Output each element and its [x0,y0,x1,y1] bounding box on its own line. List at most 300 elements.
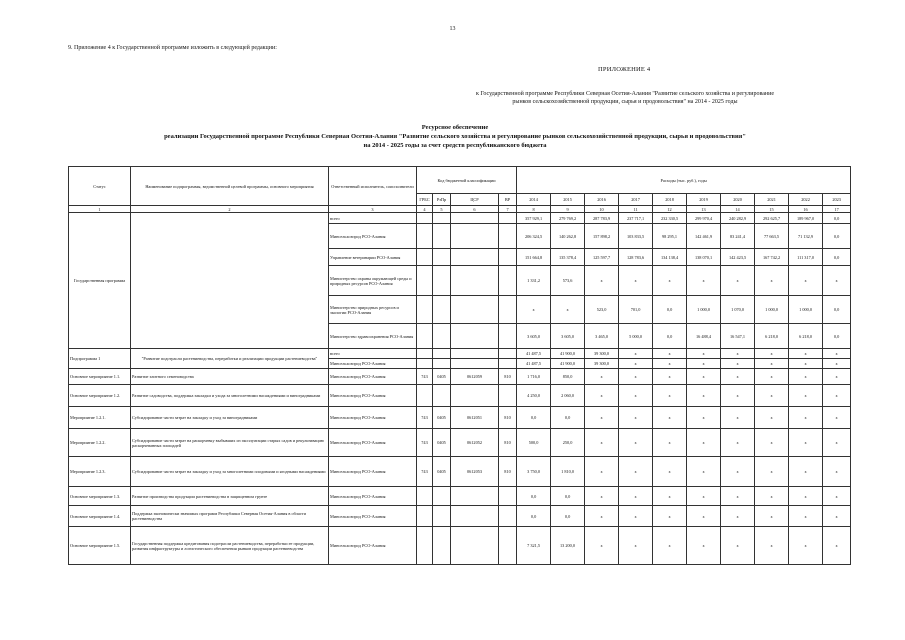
value-cell: x [789,359,823,369]
code-cell [499,224,517,249]
value-cell: x [823,385,851,407]
value-cell: x [653,527,687,565]
value-cell: 2 060,0 [551,385,585,407]
value-cell: x [687,359,721,369]
row-status: Подпрограмма 1 [69,349,131,369]
code-rzpr [433,385,451,407]
value-cell: x [721,266,755,296]
value-cell: x [687,429,721,457]
code-cell [451,296,499,324]
value-cell: 138 070,1 [687,249,721,266]
value-cell: x [585,266,619,296]
value-cell: x [823,349,851,359]
value-cell: 1 716,0 [517,369,551,385]
value-cell: x [721,506,755,527]
code-cell [433,249,451,266]
code-cell [451,324,499,349]
row-name: Поддержка экономически значимых программ Республики Северная Осетия-Алания в области растениеводства [131,506,329,527]
value-cell: 41 900,0 [551,349,585,359]
header-name: Наименование подпрограммы, ведомственной целевой программы, основного мероприятия [131,167,329,206]
code-rzpr [433,487,451,506]
value-cell: x [687,369,721,385]
column-number: 11 [619,206,653,213]
value-cell: 237 717,1 [619,213,653,224]
value-cell: x [823,487,851,506]
value-cell: 3 605,0 [551,324,585,349]
value-cell: 1 000,0 [789,296,823,324]
value-cell: 41 487,5 [517,349,551,359]
code-csr [451,487,499,506]
value-cell: x [755,369,789,385]
value-cell: x [721,527,755,565]
table-row [69,407,851,429]
value-cell: 3 605,0 [517,324,551,349]
value-cell: x [653,359,687,369]
column-number: 17 [823,206,851,213]
code-vr: 810 [499,457,517,487]
value-cell: x [619,385,653,407]
value-cell: 850,0 [551,369,585,385]
value-cell: 83 241,4 [721,224,755,249]
value-cell: 0,0 [517,487,551,506]
value-cell: x [653,266,687,296]
value-cell: x [687,385,721,407]
value-cell: x [619,369,653,385]
code-cell [433,266,451,296]
code-cell [499,324,517,349]
value-cell: x [823,359,851,369]
code-grbs [417,527,433,565]
code-cell [499,296,517,324]
code-csr: 0612059 [451,369,499,385]
value-cell: 500,0 [517,429,551,457]
value-cell: 98 295,1 [653,224,687,249]
table-row [69,506,851,527]
value-cell: 41 487,5 [517,359,551,369]
row-executor: Министерство здравоохранения РСО-Алания [329,324,417,349]
table-row [69,349,851,359]
code-cell [417,296,433,324]
code-csr: 0612053 [451,457,499,487]
code-cell [451,224,499,249]
value-cell: 573,6 [551,266,585,296]
header-year: 2014 [517,194,551,206]
value-cell: x [721,385,755,407]
code-cell [451,359,499,369]
header-year: 2016 [585,194,619,206]
column-number: 2 [131,206,329,213]
value-cell: 134 138,4 [653,249,687,266]
value-cell: 357 929,1 [517,213,551,224]
value-cell: x [721,349,755,359]
value-cell: 287 783,9 [585,213,619,224]
reference-line: к Государственной программе Республики Северная Осетия-Алания "Развитие сельского хозяйства и регулирование [476,91,774,97]
code-rzpr: 0405 [433,457,451,487]
value-cell: x [619,527,653,565]
row-status: Основное мероприятие 1.2. [69,385,131,407]
code-cell [451,213,499,224]
code-cell [417,349,433,359]
code-cell [499,266,517,296]
row-name: Субсидирование части затрат на закладку и уход за многолетними плодовыми и ягодными насаждениями [131,457,329,487]
value-cell: x [619,349,653,359]
value-cell: x [653,407,687,429]
value-cell: x [721,429,755,457]
value-cell: x [721,369,755,385]
row-executor: Министерство охраны окружающей среды и природных ресурсов РСО-Алания [329,266,417,296]
code-grbs: 743 [417,457,433,487]
row-name: Субсидирование части затрат на закладку и уход за виноградниками [131,407,329,429]
value-cell: 39 300,0 [585,359,619,369]
value-cell: 6 218,0 [755,324,789,349]
column-number: 12 [653,206,687,213]
value-cell: 167 742,2 [755,249,789,266]
column-number: 3 [329,206,417,213]
row-executor: Минсельхозпрод РСО-Алания [329,506,417,527]
code-cell [433,224,451,249]
appendix-reference [405,90,845,106]
code-cell [499,359,517,369]
code-rzpr [433,506,451,527]
value-cell: x [823,506,851,527]
code-csr [451,506,499,527]
table-row [69,369,851,385]
header-vr: ВР [499,194,517,206]
value-cell: x [619,457,653,487]
code-rzpr: 0405 [433,369,451,385]
code-grbs [417,506,433,527]
value-cell: 1 070,0 [721,296,755,324]
row-executor: всего [329,213,417,224]
code-vr [499,506,517,527]
table-row [69,527,851,565]
value-cell: x [789,369,823,385]
value-cell: x [687,266,721,296]
row-status: Основное мероприятие 1.5. [69,527,131,565]
value-cell: x [789,527,823,565]
column-number: 14 [721,206,755,213]
value-cell: 0,0 [653,296,687,324]
value-cell: x [517,296,551,324]
code-grbs [417,385,433,407]
value-cell: x [823,407,851,429]
value-cell: x [823,527,851,565]
header-year: 2020 [721,194,755,206]
row-executor: Минсельхозпрод РСО-Алания [329,429,417,457]
value-cell: x [755,527,789,565]
value-cell: x [789,457,823,487]
value-cell: x [653,487,687,506]
code-cell [451,349,499,359]
value-cell: x [721,407,755,429]
value-cell: x [789,407,823,429]
header-year: 2022 [789,194,823,206]
column-number: 4 [417,206,433,213]
code-cell [417,266,433,296]
document-title [40,123,870,150]
value-cell: 279 769,2 [551,213,585,224]
code-rzpr [433,527,451,565]
value-cell: 111 317,0 [789,249,823,266]
code-vr: 810 [499,407,517,429]
value-cell: 157 898,2 [585,224,619,249]
header-year: 2018 [653,194,687,206]
value-cell: x [755,487,789,506]
value-cell: x [823,266,851,296]
row-executor: Минсельхозпрод РСО-Алания [329,385,417,407]
value-cell: x [619,407,653,429]
value-cell: 103 833,5 [619,224,653,249]
table-row [69,213,851,224]
value-cell: x [823,457,851,487]
value-cell: 5 000,0 [619,324,653,349]
column-number: 9 [551,206,585,213]
column-number: 10 [585,206,619,213]
value-cell: x [653,385,687,407]
code-vr [499,385,517,407]
value-cell: x [585,407,619,429]
code-csr [451,527,499,565]
code-vr [499,487,517,506]
row-name: Развитие элитного семеноводства [131,369,329,385]
row-name [131,213,329,349]
row-status: Мероприятие 1.2.1. [69,407,131,429]
row-name: Субсидирование части затрат на раскорчевку выбывших из эксплуатации старых садов и рекультивацию раскорчеванных площадей [131,429,329,457]
code-rzpr: 0405 [433,429,451,457]
row-status: Мероприятие 1.2.3. [69,457,131,487]
value-cell: x [687,407,721,429]
header-expenses: Расходы (тыс. руб.), годы [517,167,851,194]
value-cell: 13 200,0 [551,527,585,565]
value-cell: x [585,527,619,565]
value-cell: x [619,266,653,296]
value-cell: 206 324,5 [517,224,551,249]
row-executor: Минсельхозпрод РСО-Алания [329,224,417,249]
value-cell: x [755,266,789,296]
row-name: Развитие садоводства, поддержка закладки и ухода за многолетними насаждениями и виноградниками [131,385,329,407]
value-cell: 240 282,9 [721,213,755,224]
value-cell: 0,0 [823,296,851,324]
value-cell: 232 330,5 [653,213,687,224]
code-cell [433,324,451,349]
code-csr: 0612051 [451,407,499,429]
value-cell: x [755,349,789,359]
value-cell: 0,0 [823,213,851,224]
value-cell: 16 488,4 [687,324,721,349]
code-grbs: 743 [417,407,433,429]
value-cell: x [721,487,755,506]
value-cell: 3 750,0 [517,457,551,487]
code-cell [417,249,433,266]
value-cell: 135 378,4 [551,249,585,266]
code-cell [433,213,451,224]
value-cell: x [789,385,823,407]
title-line: Ресурсное обеспечение [421,124,489,131]
value-cell: 701,0 [619,296,653,324]
value-cell: x [789,429,823,457]
row-executor: Минсельхозпрод РСО-Алания [329,527,417,565]
value-cell: x [653,429,687,457]
title-line: на 2014 - 2025 годы за счет средств республиканского бюджета [363,142,547,149]
value-cell: 7 321,5 [517,527,551,565]
table-row [69,429,851,457]
value-cell: 0,0 [551,487,585,506]
code-grbs: 743 [417,369,433,385]
value-cell: x [755,429,789,457]
value-cell: x [755,359,789,369]
header-year: 2019 [687,194,721,206]
code-cell [451,249,499,266]
column-number: 16 [789,206,823,213]
title-line: реализации Государственной программе Республики Северная Осетия-Алания "Развитие сельского хозяйства и регулирование рынков сельскохозяйственной продукции, сырья и продовольствия" [164,133,746,140]
value-cell: x [653,349,687,359]
row-executor: Минсельхозпрод РСО-Алания [329,407,417,429]
value-cell: 0,0 [551,407,585,429]
code-cell [417,224,433,249]
row-executor: Минсельхозпрод РСО-Алания [329,369,417,385]
value-cell: x [653,506,687,527]
row-name: "Развитие подотрасли растениеводства, переработки и реализации продукции растениеводства" [131,349,329,369]
value-cell: 39 300,0 [585,349,619,359]
value-cell: x [653,369,687,385]
value-cell: 523,0 [585,296,619,324]
value-cell: 142 423,5 [721,249,755,266]
value-cell: x [721,457,755,487]
row-executor: Минсельхозпрод РСО-Алания [329,359,417,369]
appendix-label: ПРИЛОЖЕНИЕ 4 [598,66,651,73]
row-name: Государственная поддержка кредитования подотрасли растениеводства, переработки ее продукции, развития инфраструктуры и логистического обеспечения рынков продукции растениеводства [131,527,329,565]
code-cell [417,359,433,369]
code-cell [451,266,499,296]
code-cell [499,249,517,266]
value-cell: x [619,487,653,506]
value-cell: 4 250,0 [517,385,551,407]
row-executor: всего [329,349,417,359]
code-cell [499,213,517,224]
code-csr: 0612052 [451,429,499,457]
value-cell: 0,0 [653,324,687,349]
value-cell: 250,0 [551,429,585,457]
column-number: 7 [499,206,517,213]
value-cell: 140 262,8 [551,224,585,249]
code-csr [451,385,499,407]
value-cell: x [789,506,823,527]
value-cell: x [823,369,851,385]
header-year: 2015 [551,194,585,206]
value-cell: x [585,385,619,407]
column-number: 5 [433,206,451,213]
value-cell: 142 461,9 [687,224,721,249]
value-cell: x [585,457,619,487]
table-row [69,385,851,407]
value-cell: 1 810,0 [551,457,585,487]
header-codes: Код бюджетной классификации [417,167,517,194]
value-cell: x [687,506,721,527]
value-cell: 0,0 [823,224,851,249]
intro-text: 9. Приложение 4 к Государственной программе изложить в следующей редакции: [68,45,277,51]
code-cell [499,349,517,359]
value-cell: 1 000,0 [755,296,789,324]
column-number: 13 [687,206,721,213]
value-cell: 292 625,7 [755,213,789,224]
table-row [69,487,851,506]
row-executor: Минсельхозпрод РСО-Алания [329,457,417,487]
value-cell: x [687,349,721,359]
code-cell [433,349,451,359]
value-cell: x [721,359,755,369]
code-cell [433,359,451,369]
header-rzpr: РзПр [433,194,451,206]
value-cell: 125 597,7 [585,249,619,266]
value-cell: 0,0 [517,506,551,527]
value-cell: x [653,457,687,487]
value-cell: x [585,487,619,506]
value-cell: x [755,407,789,429]
row-executor: Управление ветеринарии РСО-Алания [329,249,417,266]
header-executor: Ответственный исполнитель, соисполнители [329,167,417,206]
reference-line: рынков сельскохозяйственной продукции, сырья и продовольствия" на 2014 - 2025 годы [512,99,738,105]
value-cell: 1 331,2 [517,266,551,296]
column-number: 6 [451,206,499,213]
value-cell: x [687,457,721,487]
value-cell: x [755,457,789,487]
value-cell: x [823,429,851,457]
code-grbs: 743 [417,429,433,457]
value-cell: 299 970,4 [687,213,721,224]
value-cell: x [687,487,721,506]
value-cell: 0,0 [823,324,851,349]
value-cell: x [755,506,789,527]
code-grbs [417,487,433,506]
table-row [69,457,851,487]
value-cell: 71 132,9 [789,224,823,249]
column-number: 1 [69,206,131,213]
header-status: Статус [69,167,131,206]
value-cell: 0,0 [517,407,551,429]
row-status: Мероприятие 1.2.2. [69,429,131,457]
page-number: 13 [449,26,456,32]
header-year: 2017 [619,194,653,206]
value-cell: x [551,296,585,324]
value-cell: x [789,487,823,506]
value-cell: 1 000,0 [687,296,721,324]
value-cell: 41 900,0 [551,359,585,369]
value-cell: 16 547,1 [721,324,755,349]
value-cell: 0,0 [823,249,851,266]
header-grbs: ГРБС [417,194,433,206]
value-cell: x [619,359,653,369]
row-status: Государственная программа [69,213,131,349]
code-cell [417,324,433,349]
header-year: 2023 [823,194,851,206]
row-status: Основное мероприятие 1.4. [69,506,131,527]
code-vr: 810 [499,429,517,457]
code-vr [499,527,517,565]
value-cell: 189 967,0 [789,213,823,224]
code-vr: 810 [499,369,517,385]
resource-table [68,166,851,565]
value-cell: x [619,429,653,457]
value-cell: x [585,506,619,527]
value-cell: 128 783,6 [619,249,653,266]
header-csr: ЦСР [451,194,499,206]
column-number: 15 [755,206,789,213]
value-cell: 77 663,5 [755,224,789,249]
header-year: 2021 [755,194,789,206]
row-status: Основное мероприятие 1.3. [69,487,131,506]
row-name: Развитие производства продукции растениеводства в защищенном грунте [131,487,329,506]
value-cell: 3 465,0 [585,324,619,349]
